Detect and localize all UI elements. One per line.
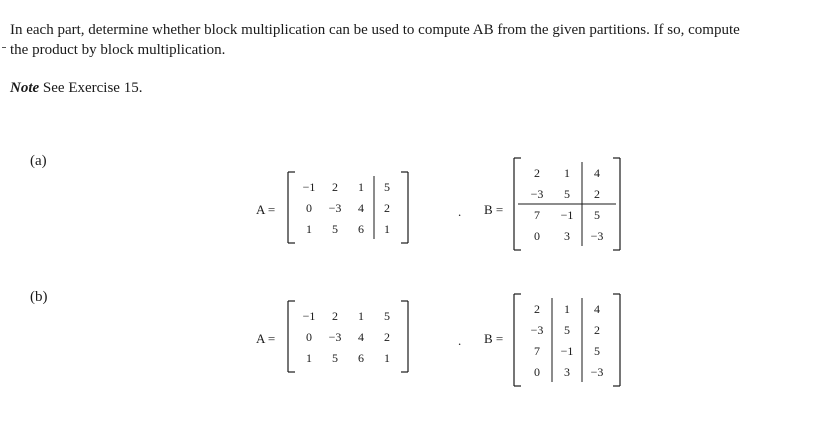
matrix-entry: 4	[594, 165, 600, 180]
matrix-entry: 2	[332, 308, 338, 323]
matrix-entry: −3	[530, 186, 544, 201]
matrix-entry: 0	[534, 364, 540, 379]
matrix-entry: 5	[594, 207, 600, 222]
matrix-entry: 4	[358, 200, 364, 215]
matrix-entry: −3	[328, 200, 342, 215]
matrix-entry: 4	[358, 329, 364, 344]
matrix-entry: 5	[564, 322, 570, 337]
matrix-entry: 1	[358, 308, 364, 323]
note	[10, 80, 142, 97]
part-b-label: (b)	[30, 289, 48, 305]
part-a-A-label: A =	[256, 202, 276, 217]
matrix-entry: 2	[332, 179, 338, 194]
matrix-entry: 6	[358, 221, 364, 236]
matrix-entry: −3	[590, 364, 604, 379]
matrix-entry: 3	[564, 364, 570, 379]
matrix-entry: −1	[560, 343, 574, 358]
matrix-entry: 5	[332, 221, 338, 236]
matrix-entry: 1	[358, 179, 364, 194]
matrix-entry: 1	[384, 221, 390, 236]
problem-statement	[10, 20, 815, 60]
note-text: See Exercise 15.	[39, 80, 143, 96]
note-label: Note	[10, 80, 40, 96]
matrix-entry: 5	[594, 343, 600, 358]
matrix-entry: 2	[384, 200, 390, 215]
matrix-entry: 2	[594, 322, 600, 337]
matrix-entry: 7	[534, 343, 540, 358]
matrix-entry: 2	[534, 301, 540, 316]
matrix-entry: 5	[332, 350, 338, 365]
matrix-entry: 1	[564, 165, 570, 180]
part-b-A-label: A =	[256, 331, 276, 346]
matrix-entry: −1	[302, 308, 316, 323]
matrix-entry: 1	[306, 350, 312, 365]
problem-intro-line1: In each part, determine whether block multiplication can be used to compute AB from the given partitions. If so, compute	[10, 22, 740, 38]
matrix-entry: 5	[564, 186, 570, 201]
matrix-entry: 0	[306, 200, 312, 215]
margin-mark	[2, 47, 6, 48]
part-a-B-label: B =	[484, 202, 504, 217]
matrix-entry: −1	[302, 179, 316, 194]
part-b-B-label: B =	[484, 331, 504, 346]
matrix-entry: −3	[530, 322, 544, 337]
matrix-entry: 2	[534, 165, 540, 180]
matrix-entry: 1	[306, 221, 312, 236]
matrix-entry: 6	[358, 350, 364, 365]
matrix-entry: 4	[594, 301, 600, 316]
matrix-entry: 5	[384, 308, 390, 323]
problem-intro-line2: the product by block multiplication.	[10, 42, 226, 58]
matrix-entry: 0	[306, 329, 312, 344]
matrix-entry: 0	[534, 228, 540, 243]
matrix-entry: 3	[564, 228, 570, 243]
part-a-label: (a)	[30, 153, 47, 169]
matrix-entry: 2	[594, 186, 600, 201]
matrix-entry: 1	[384, 350, 390, 365]
matrix-entry: −3	[328, 329, 342, 344]
part-b-sep: .	[458, 333, 462, 348]
matrix-entry: 2	[384, 329, 390, 344]
matrix-entry: 7	[534, 207, 540, 222]
matrix-entry: −1	[560, 207, 574, 222]
matrix-entry: 5	[384, 179, 390, 194]
matrix-entry: −3	[590, 228, 604, 243]
part-a-sep: .	[458, 204, 462, 219]
matrix-entry: 1	[564, 301, 570, 316]
